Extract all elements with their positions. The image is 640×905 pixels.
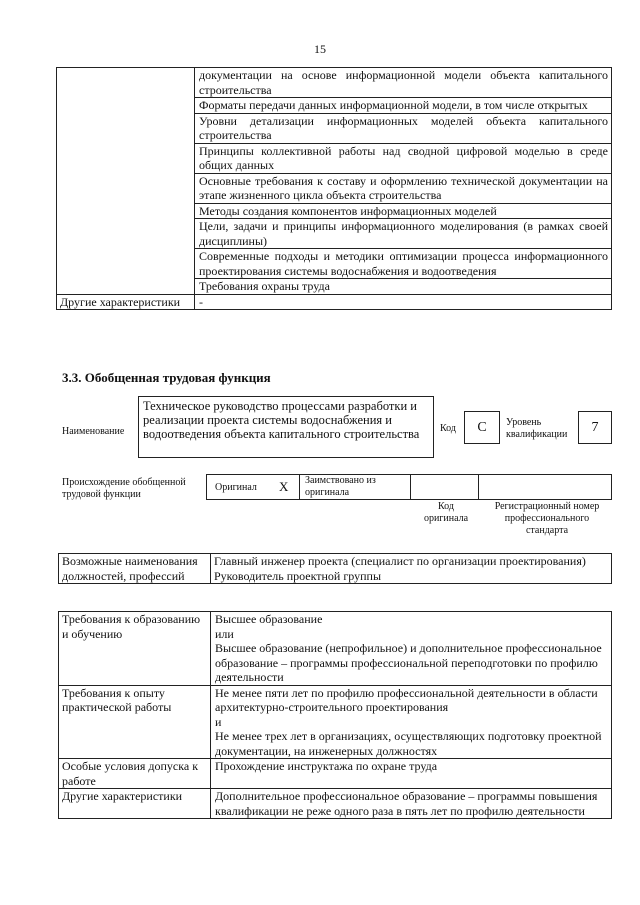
other-value: -	[195, 294, 612, 310]
section-title: 3.3. Обобщенная трудовая функция	[62, 370, 271, 385]
requirement-label: Требования к образованию и обучению	[59, 612, 211, 686]
knowledge-table	[56, 67, 612, 310]
other-label: Другие характеристики	[57, 294, 195, 310]
requirement-value	[211, 685, 612, 759]
requirement-line: Высшее образование (непрофильное) и дополнительное профессиональное образование – программы профессиональной переподготовки по профилю деятельности	[215, 641, 602, 684]
row-label-cell	[57, 68, 195, 295]
knowledge-item: Требования охраны труда	[195, 279, 612, 295]
table-row	[59, 554, 612, 584]
code-label: Код	[440, 423, 456, 434]
name-label: Наименование	[62, 426, 125, 437]
positions-table	[58, 553, 612, 584]
knowledge-item: документации на основе информационной модели объекта капитального строительства	[195, 68, 612, 98]
requirement-line: Не менее пяти лет по профилю профессиональной деятельности в области архитектурно-строительного проектирования	[215, 685, 598, 714]
requirement-value	[211, 789, 612, 819]
level-label: Уровень квалификации	[506, 417, 568, 440]
code-caption: Код оригинала	[423, 501, 469, 524]
requirement-label: Другие характеристики	[59, 789, 211, 819]
borrowed-label: Заимствовано из оригинала	[305, 475, 376, 498]
knowledge-item: Принципы коллективной работы над сводной цифровой моделью в среде общих данных	[195, 143, 612, 173]
requirement-label: Особые условия допуска к работе	[59, 759, 211, 789]
knowledge-item: Уровни детализации информационных моделей объекта капитального строительства	[195, 113, 612, 143]
knowledge-item: Современные подходы и методики оптимизации процесса информационного проектирования системы водоснабжения и водоотведения	[195, 249, 612, 279]
requirement-line: Не менее трех лет в организациях, осуществляющих подготовку проектной документации, на инженерных должностях	[215, 729, 602, 758]
positions-label: Возможные наименования должностей, профессий	[59, 554, 211, 584]
page-number: 15	[314, 42, 326, 56]
requirement-line: или	[215, 626, 234, 641]
knowledge-item: Цели, задачи и принципы информационного моделирования (в рамках своей дисциплины)	[195, 219, 612, 249]
requirement-line: и	[215, 714, 222, 729]
table-row	[59, 759, 612, 789]
code-value: C	[464, 411, 500, 444]
positions-value	[211, 554, 612, 584]
divider	[410, 475, 411, 499]
requirements-table	[58, 611, 612, 819]
requirement-label: Требования к опыту практической работы	[59, 685, 211, 759]
table-row	[57, 68, 612, 98]
origin-box	[206, 474, 612, 500]
origin-label: Происхождение обобщенной трудовой функции	[62, 477, 186, 500]
requirement-line: Дополнительное профессиональное образование – программы повышения квалификации не реже одного раза в пять лет по профилю деятельности	[215, 789, 598, 818]
table-row	[59, 612, 612, 686]
function-name: Техническое руководство процессами разработки и реализации проекта системы водоснабжения и водоотведения объекта капитального строительства	[138, 396, 434, 458]
position-item: Главный инженер проекта (специалист по организации проектирования)	[214, 554, 586, 568]
requirement-value	[211, 759, 612, 789]
reg-caption: Регистрационный номер профессионального стандарта	[494, 501, 600, 536]
position-item: Руководитель проектной группы	[214, 568, 382, 583]
original-mark: X	[279, 479, 289, 494]
level-value: 7	[578, 411, 612, 444]
knowledge-item: Форматы передачи данных информационной модели, в том числе открытых	[195, 98, 612, 114]
requirement-line: Высшее образование	[215, 612, 323, 626]
divider	[478, 475, 479, 499]
table-row	[57, 294, 612, 310]
divider	[299, 475, 300, 499]
knowledge-item: Основные требования к составу и оформлению технической документации на этапе жизненного цикла объекта строительства	[195, 173, 612, 203]
original-label: Оригинал	[215, 482, 257, 493]
requirement-line: Прохождение инструктажа по охране труда	[215, 759, 438, 773]
requirement-value	[211, 612, 612, 686]
table-row	[59, 685, 612, 759]
knowledge-item: Методы создания компонентов информационных моделей	[195, 203, 612, 219]
table-row	[59, 789, 612, 819]
